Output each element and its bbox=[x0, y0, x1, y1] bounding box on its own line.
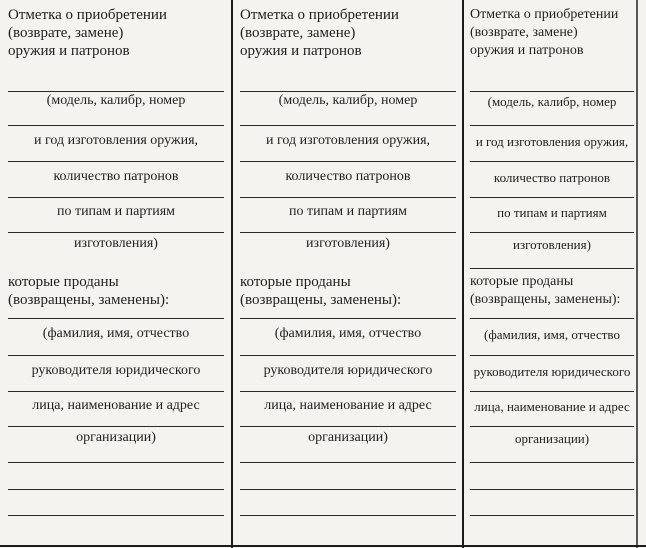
right-border bbox=[636, 0, 638, 548]
field-hint: по типам и партиям bbox=[56, 204, 176, 219]
field-hint: (модель, калибр, номер bbox=[487, 94, 617, 109]
blank-line bbox=[470, 232, 634, 233]
blank-line bbox=[8, 161, 224, 162]
field-hint: руководителя юридического bbox=[473, 364, 631, 379]
field-hint: руководителя юридического bbox=[263, 363, 433, 378]
field-hint: руководителя юридического bbox=[31, 363, 201, 378]
blank-line bbox=[8, 318, 224, 319]
blank-line bbox=[240, 318, 456, 319]
field-hint: организации) bbox=[514, 431, 590, 446]
blank-line bbox=[240, 91, 456, 92]
blank-line bbox=[240, 462, 456, 463]
blank-line bbox=[240, 197, 456, 198]
blank-line bbox=[470, 318, 634, 319]
blank-line bbox=[470, 391, 634, 392]
blank-line bbox=[470, 161, 634, 162]
record-column-2 bbox=[240, 0, 456, 548]
blank-line bbox=[470, 355, 634, 356]
blank-line bbox=[470, 515, 634, 516]
record-column-3 bbox=[470, 0, 634, 548]
blank-line bbox=[8, 515, 224, 516]
blank-line bbox=[8, 197, 224, 198]
blank-line bbox=[240, 391, 456, 392]
record-column-1 bbox=[8, 0, 224, 548]
blank-line bbox=[8, 462, 224, 463]
field-hint: и год изготовления оружия, bbox=[33, 133, 199, 148]
field-hint: лица, наименование и адрес bbox=[474, 399, 630, 414]
blank-line bbox=[470, 125, 634, 126]
column-divider bbox=[231, 0, 233, 548]
field-hint: лица, наименование и адрес bbox=[32, 398, 200, 413]
blank-line bbox=[8, 355, 224, 356]
blank-line bbox=[470, 462, 634, 463]
field-hint: (фамилия, имя, отчество bbox=[484, 327, 620, 342]
field-hint: (модель, калибр, номер bbox=[46, 93, 186, 108]
field-hint: по типам и партиям bbox=[288, 204, 408, 219]
blank-line bbox=[470, 489, 634, 490]
blank-line bbox=[240, 355, 456, 356]
field-hint: количество патронов bbox=[493, 170, 611, 185]
column-header: Отметка о приобретении (возврате, замене) оружия и патронов bbox=[240, 7, 399, 59]
blank-line bbox=[240, 125, 456, 126]
blank-line bbox=[470, 268, 634, 269]
field-hint: (модель, калибр, номер bbox=[278, 93, 418, 108]
field-hint: и год изготовления оружия, bbox=[475, 134, 629, 149]
field-hint: лица, наименование и адрес bbox=[264, 398, 432, 413]
column-divider bbox=[462, 0, 464, 548]
blank-line bbox=[8, 391, 224, 392]
blank-line bbox=[8, 125, 224, 126]
blank-line bbox=[470, 197, 634, 198]
sold-to-label: которые проданы (возвращены, заменены): bbox=[470, 274, 621, 307]
blank-line bbox=[8, 489, 224, 490]
blank-line bbox=[470, 426, 634, 427]
blank-line bbox=[240, 515, 456, 516]
field-hint: изготовления) bbox=[306, 236, 390, 251]
field-hint: по типам и партиям bbox=[497, 205, 607, 220]
blank-line bbox=[470, 91, 634, 92]
blank-line bbox=[8, 426, 224, 427]
column-header: Отметка о приобретении (возврате, замене) оружия и патронов bbox=[470, 7, 619, 58]
blank-line bbox=[240, 161, 456, 162]
blank-line bbox=[8, 232, 224, 233]
field-hint: организации) bbox=[308, 430, 388, 445]
field-hint: количество патронов bbox=[53, 169, 179, 184]
blank-line bbox=[8, 91, 224, 92]
blank-line bbox=[240, 426, 456, 427]
field-hint: (фамилия, имя, отчество bbox=[42, 326, 190, 341]
field-hint: организации) bbox=[76, 430, 156, 445]
blank-line bbox=[240, 232, 456, 233]
field-hint: и год изготовления оружия, bbox=[265, 133, 431, 148]
field-hint: изготовления) bbox=[74, 236, 158, 251]
sold-to-label: которые проданы (возвращены, заменены): bbox=[240, 274, 402, 308]
field-hint: количество патронов bbox=[285, 169, 411, 184]
field-hint: изготовления) bbox=[513, 237, 591, 252]
sold-to-label: которые проданы (возвращены, заменены): bbox=[8, 274, 170, 308]
field-hint: (фамилия, имя, отчество bbox=[274, 326, 422, 341]
blank-line bbox=[240, 489, 456, 490]
column-header: Отметка о приобретении (возврате, замене) оружия и патронов bbox=[8, 7, 167, 59]
